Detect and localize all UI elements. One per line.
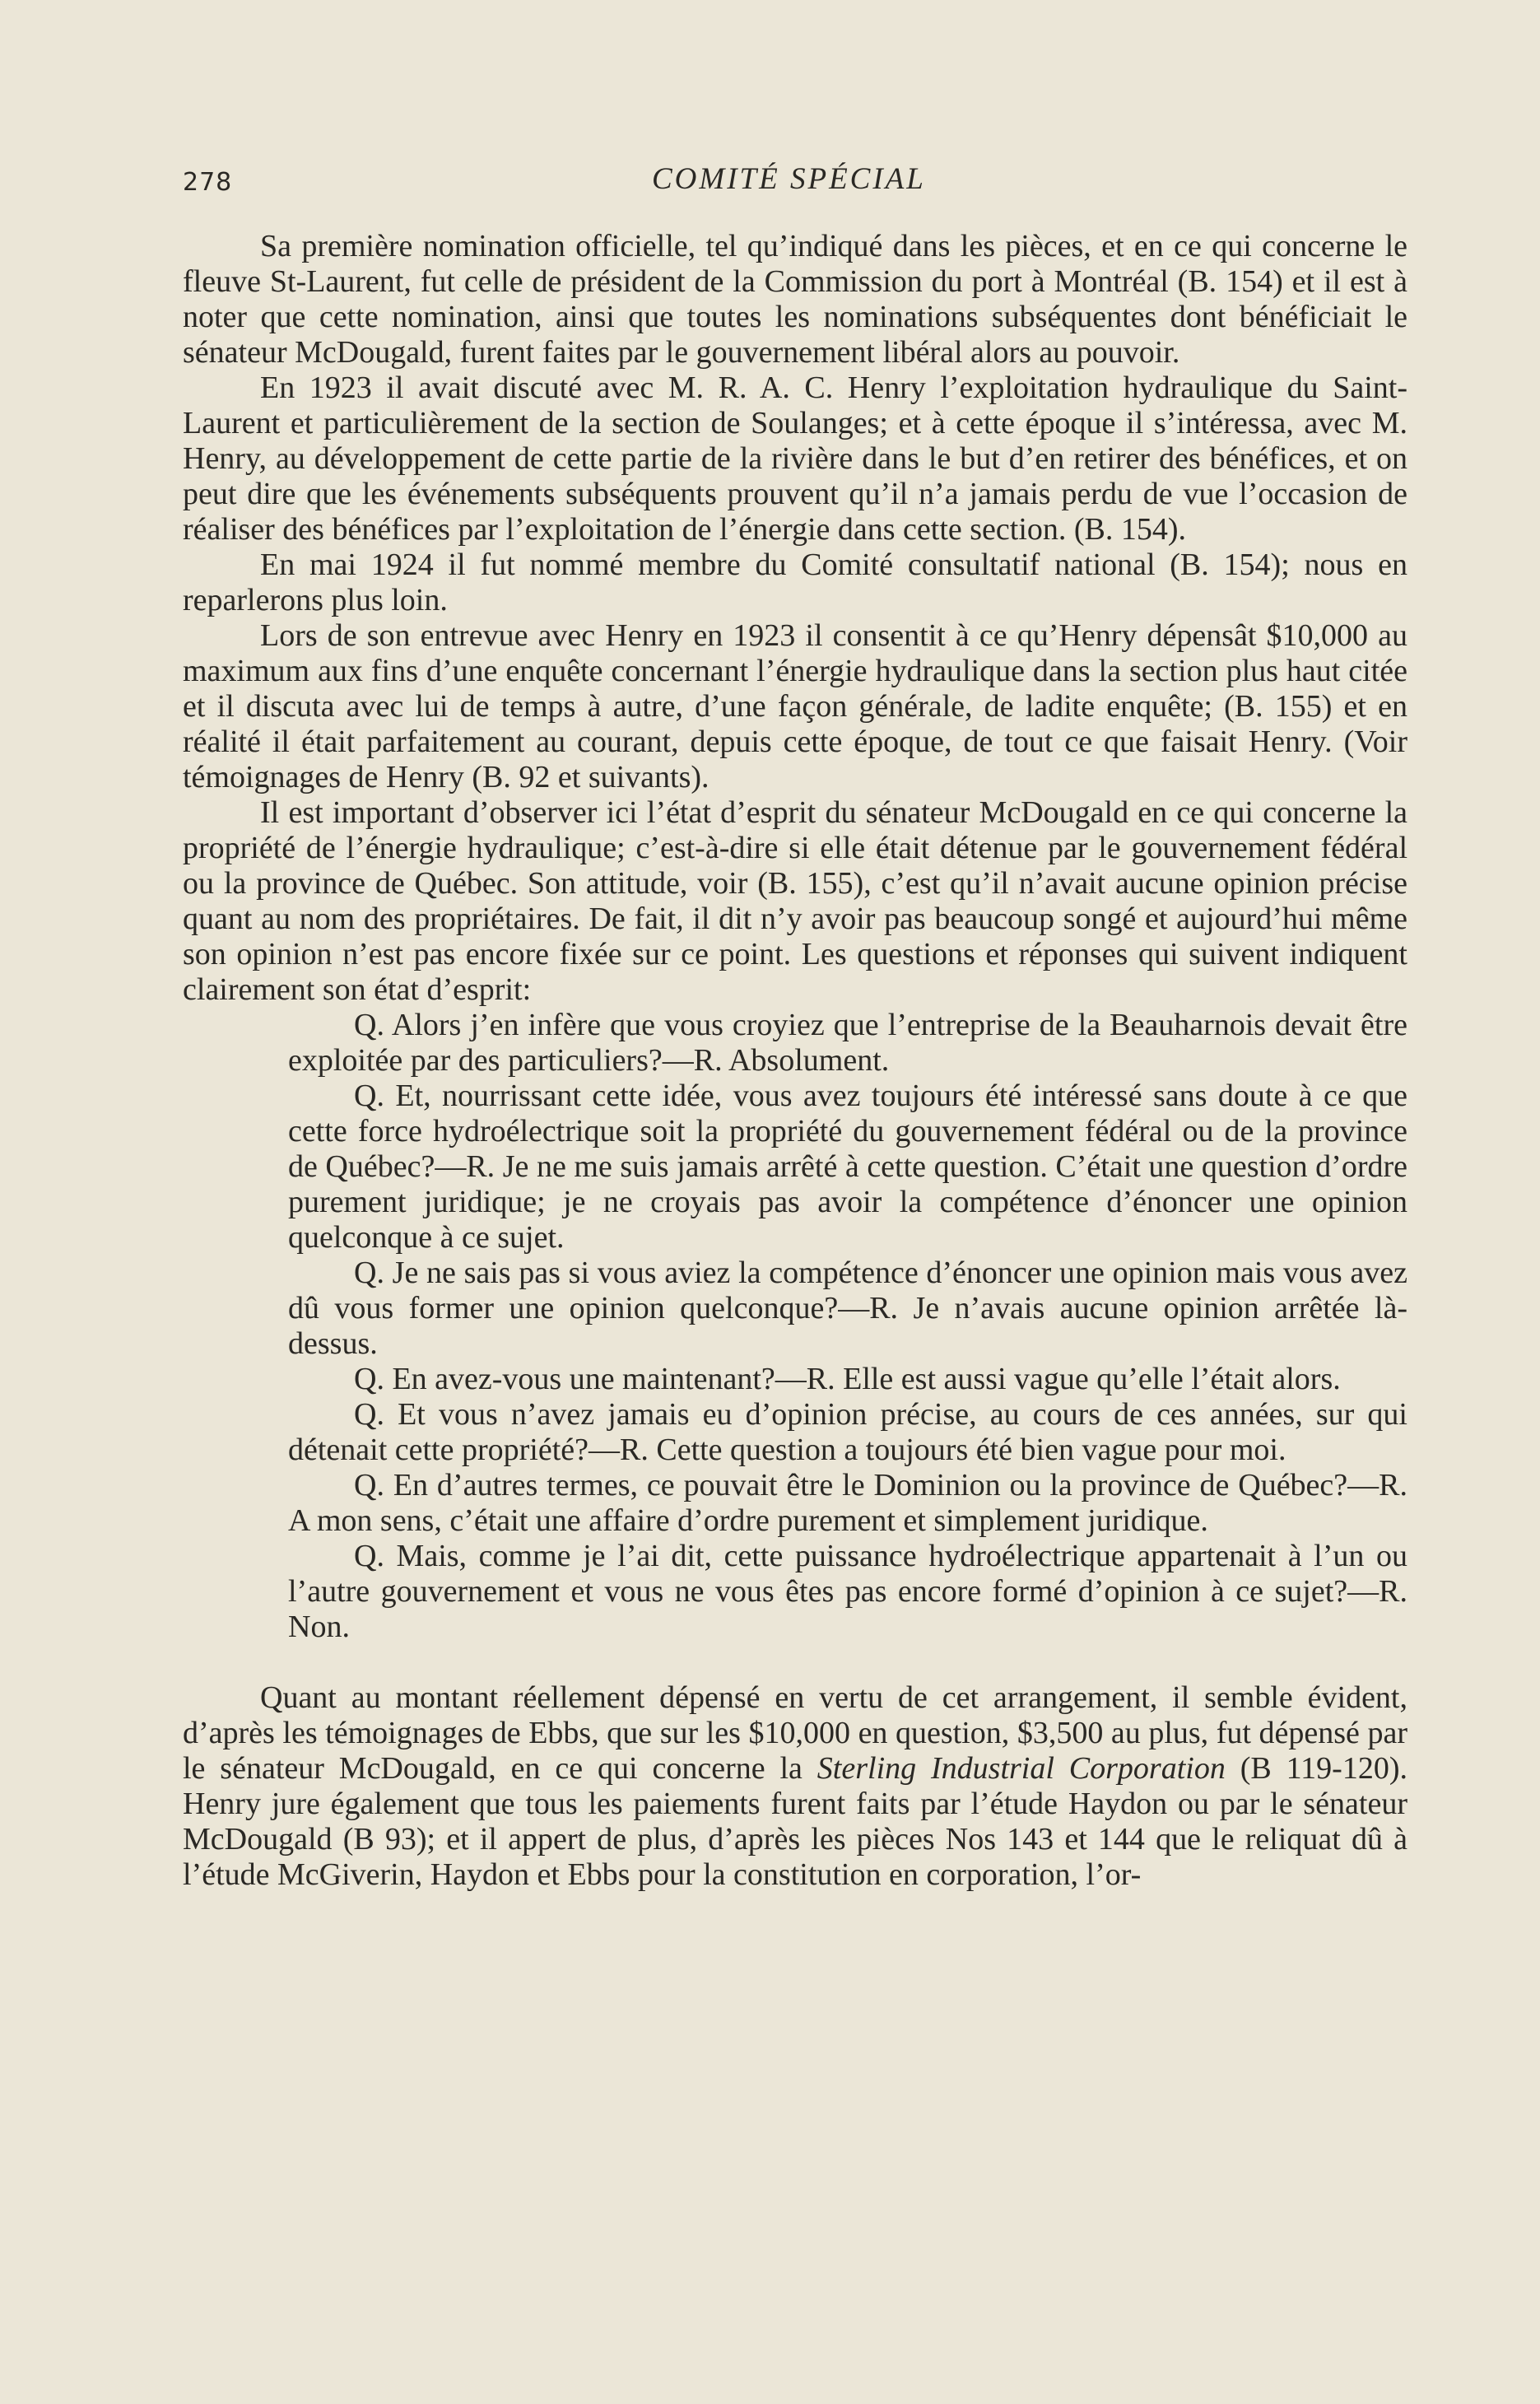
running-title: COMITÉ SPÉCIAL (652, 162, 926, 196)
testimony-exchange: Q. Mais, comme je l’ai dit, cette puissance hydroélectrique appartenait à l’un ou l’autre gouvernement et vous ne vous êtes pas encore formé d’opinion à ce sujet?—R. Non. (288, 1539, 1407, 1644)
testimony-exchange: Q. Alors j’en infère que vous croyiez que l’entreprise de la Beauharnois devait être exploitée par des particuliers?—R. Absolument. (288, 1008, 1407, 1078)
paragraph: En mai 1924 il fut nommé membre du Comité consultatif national (B. 154); nous en reparlerons plus loin. (183, 547, 1407, 617)
paragraph: Il est important d’observer ici l’état d’esprit du sénateur McDougald en ce qui concerne la propriété de l’énergie hydraulique; c’est-à-dire si elle était détenue par le gouvernement fédéral ou la province de Québec. Son attitude, voir (B. 155), c’est qu’il n’avait aucune opinion précise quant au nom des propriétaires. De fait, il dit n’y avoir pas beaucoup songé et aujourd’hui même son opinion n’est pas encore fixée sur ce point. Les questions et réponses qui suivent indiquent clairement son état d’esprit: (183, 795, 1407, 1007)
testimony-exchange: Q. En d’autres termes, ce pouvait être le Dominion ou la province de Québec?—R. A mon sens, c’était une affaire d’ordre purement et simplement juridique. (288, 1468, 1407, 1538)
testimony-block (288, 1008, 1407, 1645)
corporation-name: Sterling Industrial Corporation (817, 1751, 1226, 1786)
testimony-exchange: Q. Je ne sais pas si vous aviez la compétence d’énoncer une opinion mais vous avez dû vous former une opinion quelconque?—R. Je n’avais aucune opinion arrêtée là-dessus. (288, 1256, 1407, 1361)
final-paragraph (183, 1680, 1407, 1893)
final-paragraph-text-start: Quant au montant réellement dépensé en vertu de cet arrangement, il semble évident, d’après les témoignages de Ebbs, que sur les $10,000 en question, $3,500 au plus, fut dépensé par le sénateur McDougald, en ce qui concerne la (183, 1680, 1407, 1786)
body-text (183, 229, 1407, 1893)
testimony-exchange: Q. Et vous n’avez jamais eu d’opinion précise, au cours de ces années, sur qui détenait cette propriété?—R. Cette question a toujours été bien vague pour moi. (288, 1397, 1407, 1467)
paragraph: Sa première nomination officielle, tel qu’indiqué dans les pièces, et en ce qui concerne le fleuve St-Laurent, fut celle de président de la Commission du port à Montréal (B. 154) et il est à noter que cette nomination, ainsi que toutes les nominations subséquentes dont bénéficiait le sénateur McDougald, furent faites par le gouvernement libéral alors au pouvoir. (183, 229, 1407, 370)
testimony-exchange: Q. Et, nourrissant cette idée, vous avez toujours été intéressé sans doute à ce que cette force hydroélectrique soit la propriété du gouvernement fédéral ou de la province de Québec?—R. Je ne me suis jamais arrêté à cette question. C’était une question d’ordre purement juridique; je ne croyais pas avoir la compétence d’énoncer une opinion quelconque à ce sujet. (288, 1079, 1407, 1255)
paragraph: Lors de son entrevue avec Henry en 1923 il consentit à ce qu’Henry dépensât $10,000 au maximum aux fins d’une enquête concernant l’énergie hydraulique dans la section plus haut citée et il discuta avec lui de temps à autre, d’une façon générale, de ladite enquête; (B. 155) et en réalité il était parfaitement au courant, depuis cette époque, de tout ce que faisait Henry. (Voir témoignages de Henry (B. 92 et suivants). (183, 618, 1407, 794)
page-header (183, 161, 1407, 206)
paragraph-gap (183, 1645, 1407, 1680)
paragraph: En 1923 il avait discuté avec M. R. A. C. Henry l’exploitation hydraulique du Saint-Laurent et particulièrement de la section de Soulanges; et à cette époque il s’intéressa, avec M. Henry, au développement de cette partie de la rivière dans le but d’en retirer des bénéfices, et on peut dire que les événements subséquents prouvent qu’il n’a jamais perdu de vue l’occasion de réaliser des bénéfices par l’exploitation de l’énergie dans cette section. (B. 154). (183, 370, 1407, 547)
final-paragraph-text-end: (B 119-120). Henry jure également que tous les paiements furent faits par l’étude Haydon ou par le sénateur McDougald (B 93); et il appert de plus, d’après les pièces Nos 143 et 144 que le reliquat dû à l’étude McGiverin, Haydon et Ebbs pour la constitution en corporation, l’or- (183, 1751, 1407, 1892)
testimony-exchange: Q. En avez-vous une maintenant?—R. Elle est aussi vague qu’elle l’était alors. (354, 1362, 1341, 1396)
page-number: 278 (183, 168, 233, 197)
